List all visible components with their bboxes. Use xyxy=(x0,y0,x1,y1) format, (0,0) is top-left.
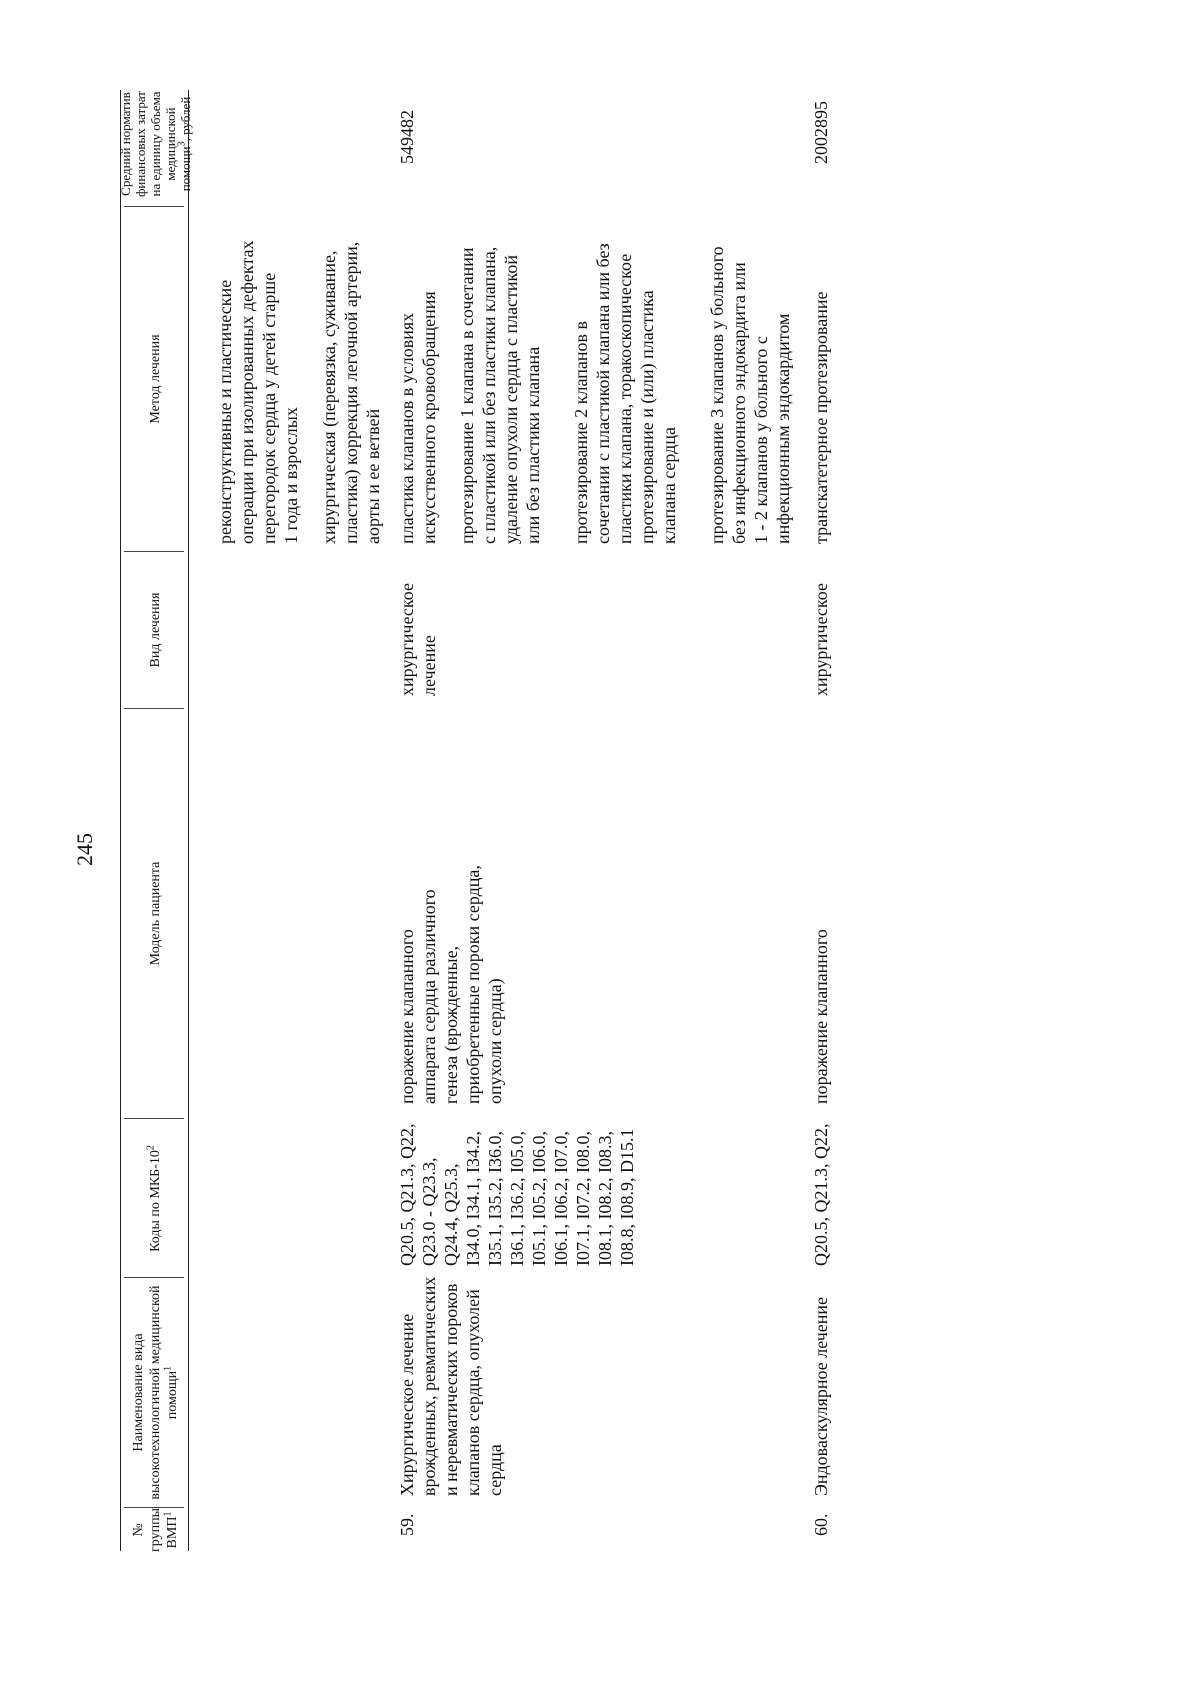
header-group-number: № группы ВМП$^1$ xyxy=(130,1508,180,1552)
patient-model-cell: поражение клапанного xyxy=(811,929,831,1104)
treatment-method-cell: пластика клапанов в условиях искусственного кровообращения xyxy=(397,291,439,544)
table-top-border xyxy=(120,90,121,1551)
group-number-cell: 59. xyxy=(397,1513,417,1536)
vmp-name-cell: Эндоваскулярное лечение xyxy=(811,1296,831,1496)
column-divider xyxy=(124,551,184,552)
column-divider xyxy=(124,1118,184,1119)
treatment-method-cell: транскатетерное протезирование xyxy=(811,291,831,544)
treatment-method-cell: реконструктивные и пластические операции при изолированных дефектах перегородок сердца у детей старше 1 года и взрослых xyxy=(215,240,301,544)
column-divider xyxy=(124,708,184,709)
average-cost-cell: 2002895 xyxy=(811,101,831,164)
icd-codes-cell: Q20.5, Q21.3, Q22, Q23.0 - Q23.3, Q24.4, Q25.3, I34.0, I34.1, I34.2, I35.1, I35.2, I36.0, I36.1, I36.2, I05.0, I05.1, I05.2, I06.0, I06.1, I06.2, I07.0, I07.1, I07.2, I08.0, I08.1, I08.2, I08.3, I08.8, I08.9, D15.1 xyxy=(397,1123,637,1266)
header-icd-codes: Коды по МКБ-$10^2$ xyxy=(144,1145,163,1252)
treatment-method-cell: протезирование 3 клапанов у больного без инфекционного эндокардита или 1 - 2 клапанов у больного с инфекционным эндокардитом xyxy=(707,246,793,544)
header-patient-model: Модель пациента xyxy=(147,861,163,966)
page-number: 245 xyxy=(72,833,97,866)
vmp-name-cell: Хирургическое лечение врожденных, ревматических и неревматических пороков клапанов сердца, опухолей сердца xyxy=(397,1276,505,1496)
patient-model-cell: поражение клапанного аппарата сердца различного генеза (врожденные, приобретенные пороки сердца, опухоли сердца) xyxy=(397,865,505,1104)
treatment-method-cell: хирургическая (перевязка, суживание, пластика) коррекция легочной артерии, аорты и ее ветвей xyxy=(319,241,383,544)
header-average-cost: Средний норматив финансовых затрат на единицу объема медицинской помощи$^3$, рублей xyxy=(117,91,193,197)
header-vmp-name: Наименование вида высокотехнологичной медицинской помощи$^1$ xyxy=(130,1285,180,1500)
treatment-type-cell: хирургическое xyxy=(811,583,831,696)
header-treatment-method: Метод лечения xyxy=(147,334,163,424)
treatment-type-cell: хирургическое лечение xyxy=(397,583,439,696)
treatment-method-cell: протезирование 2 клапанов в сочетании с пластикой клапана или без пластики клапана, торакоскопическое протезирование и (или) пластика клапана сердца xyxy=(571,243,679,544)
icd-codes-cell: Q20.5, Q21.3, Q22, xyxy=(811,1123,831,1266)
group-number-cell: 60. xyxy=(811,1513,831,1536)
column-divider xyxy=(124,1277,184,1278)
header-treatment-type: Вид лечения xyxy=(147,592,163,668)
table-header-bottom-border xyxy=(188,90,189,1551)
average-cost-cell: 549482 xyxy=(397,110,417,164)
treatment-method-cell: протезирование 1 клапана в сочетании с пластикой или без пластики клапана, удаление опухоли сердца с пластикой или без пластики клапана xyxy=(457,246,543,544)
column-divider xyxy=(124,206,184,207)
